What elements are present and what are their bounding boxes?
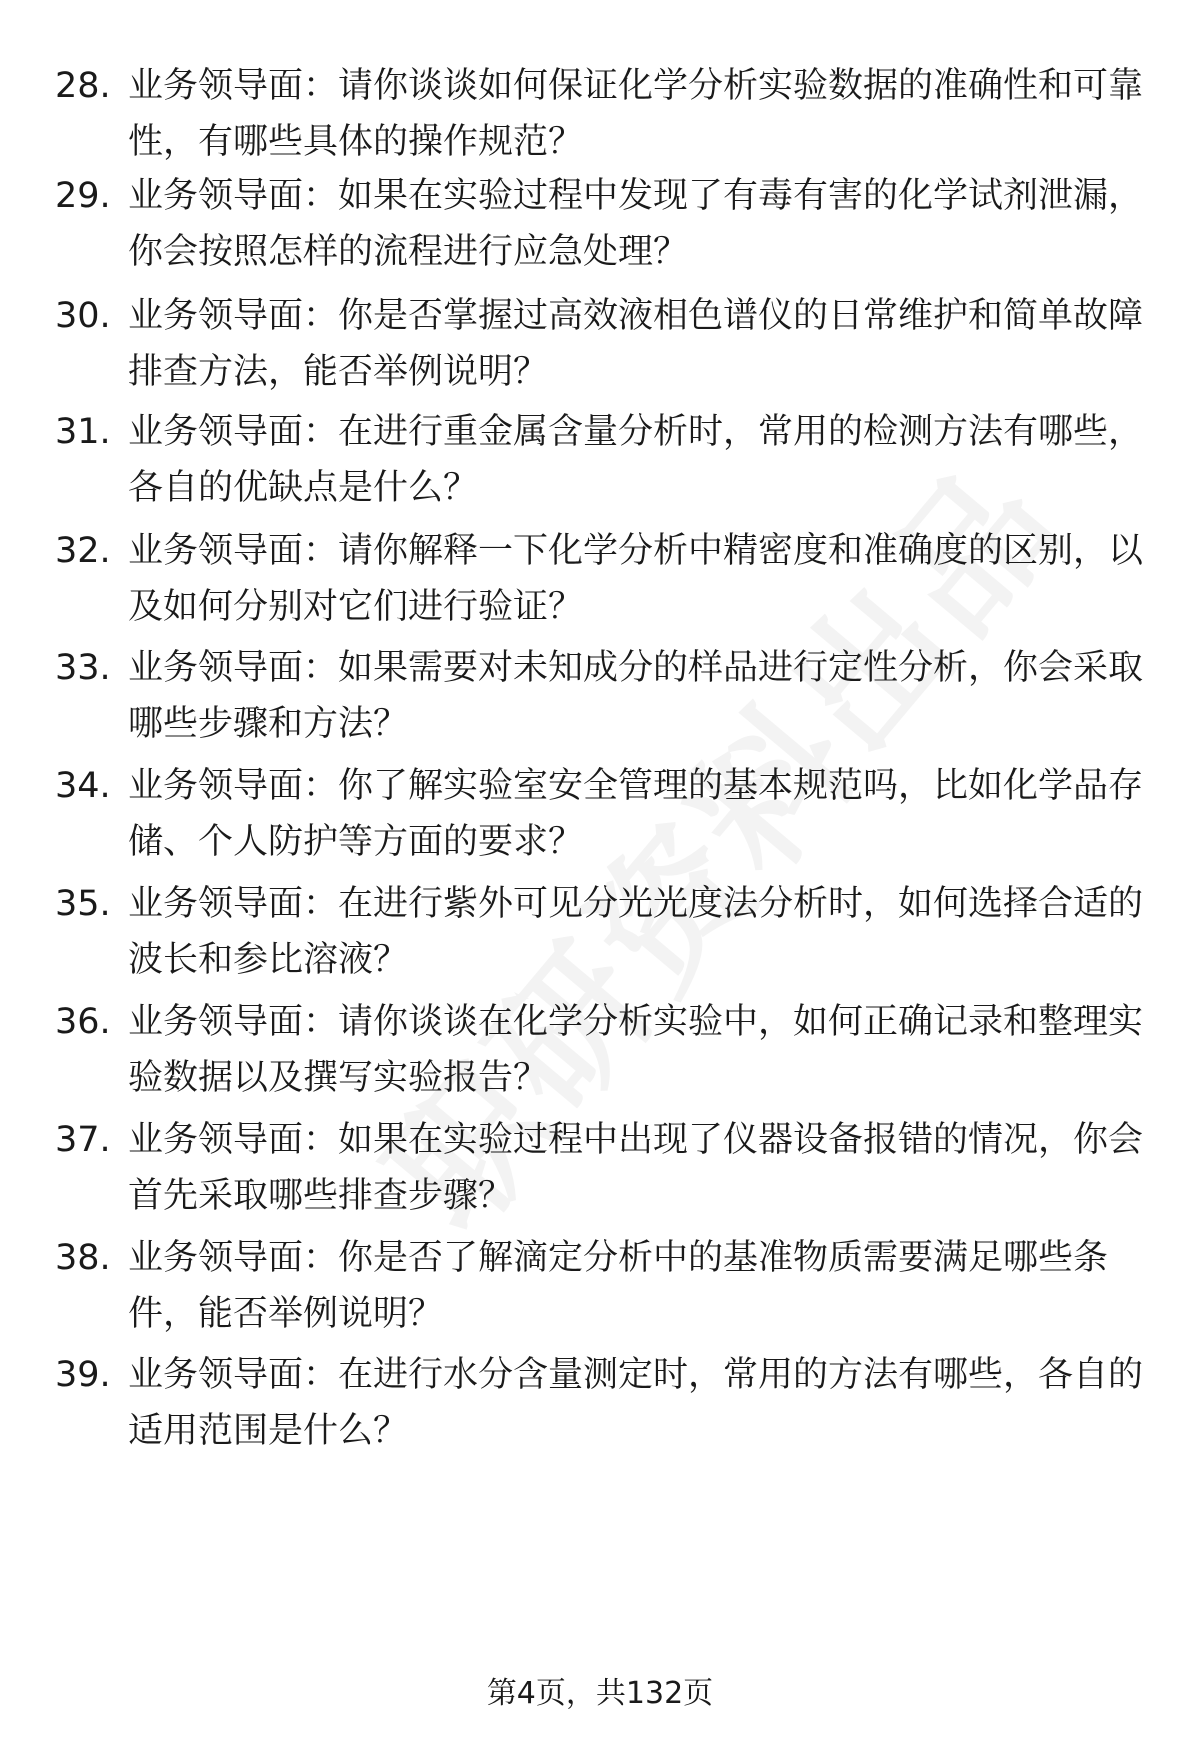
question-number: 36. xyxy=(55,1002,111,1042)
question-number: 39. xyxy=(55,1355,111,1395)
question-item xyxy=(0,523,1200,633)
question-number: 30. xyxy=(55,296,111,336)
question-item xyxy=(0,168,1200,278)
question-text: 业务领导面：请你解释一下化学分析中精密度和准确度的区别，以及如何分别对它们进行验证？ xyxy=(128,531,1144,627)
question-item xyxy=(0,994,1200,1104)
question-text: 业务领导面：如果需要对未知成分的样品进行定性分析，你会采取哪些步骤和方法？ xyxy=(128,648,1144,744)
question-text: 业务领导面：请你谈谈在化学分析实验中，如何正确记录和整理实验数据以及撰写实验报告？ xyxy=(128,1002,1144,1098)
question-item xyxy=(0,58,1200,168)
question-text: 业务领导面：在进行重金属含量分析时，常用的检测方法有哪些，各自的优缺点是什么？ xyxy=(128,412,1144,508)
question-text: 业务领导面：在进行紫外可见分光光度法分析时，如何选择合适的波长和参比溶液？ xyxy=(128,884,1144,980)
question-text: 业务领导面：你是否掌握过高效液相色谱仪的日常维护和简单故障排查方法，能否举例说明？ xyxy=(128,296,1144,392)
question-item xyxy=(0,758,1200,868)
question-text: 业务领导面：如果在实验过程中出现了仪器设备报错的情况，你会首先采取哪些排查步骤？ xyxy=(128,1120,1144,1216)
question-item xyxy=(0,1112,1200,1222)
question-number: 38. xyxy=(55,1238,111,1278)
question-number: 31. xyxy=(55,412,111,452)
question-number: 37. xyxy=(55,1120,111,1160)
question-text: 业务领导面：你是否了解滴定分析中的基准物质需要满足哪些条件，能否举例说明？ xyxy=(128,1238,1109,1334)
question-item xyxy=(0,288,1200,398)
question-item xyxy=(0,876,1200,986)
question-number: 28. xyxy=(55,66,111,106)
question-text: 业务领导面：在进行水分含量测定时，常用的方法有哪些，各自的适用范围是什么？ xyxy=(128,1355,1144,1451)
question-number: 35. xyxy=(55,884,111,924)
question-text: 业务领导面：请你谈谈如何保证化学分析实验数据的准确性和可靠性，有哪些具体的操作规范？ xyxy=(128,66,1144,162)
question-item xyxy=(0,1347,1200,1457)
question-item xyxy=(0,404,1200,514)
page-number: 第4页，共132页 xyxy=(486,1676,714,1711)
question-number: 29. xyxy=(55,176,111,216)
question-number: 33. xyxy=(55,648,111,688)
question-text: 业务领导面：你了解实验室安全管理的基本规范吗，比如化学品存储、个人防护等方面的要求？ xyxy=(128,766,1144,862)
question-text: 业务领导面：如果在实验过程中发现了有毒有害的化学试剂泄漏，你会按照怎样的流程进行应急处理？ xyxy=(128,176,1144,272)
question-item xyxy=(0,1230,1200,1340)
question-number: 34. xyxy=(55,766,111,806)
question-item xyxy=(0,640,1200,750)
question-number: 32. xyxy=(55,531,111,571)
